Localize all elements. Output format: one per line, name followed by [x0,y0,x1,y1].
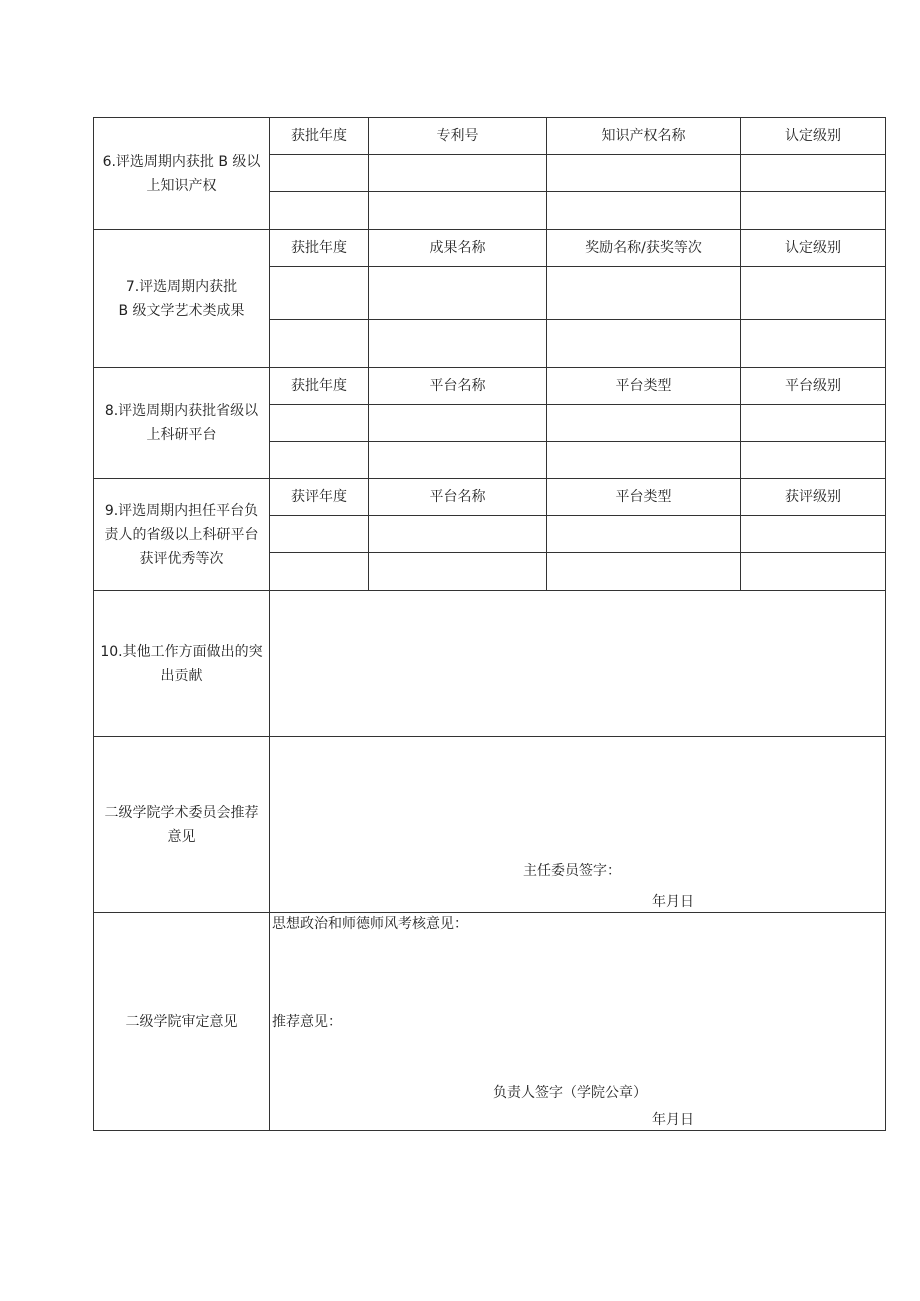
section-9-header-year: 获评年度 [270,479,369,516]
section-9-header-platform-name: 平台名称 [369,479,547,516]
input-cell[interactable] [741,442,886,479]
input-cell[interactable] [547,442,741,479]
section-7-header-year: 获批年度 [270,230,369,267]
input-cell[interactable] [741,192,886,230]
review-date: 年月日 [652,1112,694,1128]
section-7-label: 7.评选周期内获批 B 级文学艺术类成果 [94,230,270,368]
input-cell[interactable] [547,516,741,553]
input-cell[interactable] [369,553,547,591]
input-cell[interactable] [547,267,741,320]
application-form-table [93,117,886,1131]
section-10-label: 10.其他工作方面做出的突 出贡献 [94,591,270,737]
review-signature-label: 负责人签字（学院公章） [493,1085,647,1101]
input-cell[interactable] [369,267,547,320]
input-cell[interactable] [547,405,741,442]
input-cell[interactable] [741,267,886,320]
input-cell[interactable] [270,553,369,591]
section-8-header-platform-level: 平台级别 [741,368,886,405]
input-cell[interactable] [369,516,547,553]
committee-signature-label: 主任委员签字： [523,863,621,879]
input-cell[interactable] [547,192,741,230]
input-cell[interactable] [547,320,741,368]
input-cell[interactable] [741,516,886,553]
input-cell[interactable] [369,320,547,368]
section-8-header-year: 获批年度 [270,368,369,405]
input-cell[interactable] [547,553,741,591]
section-7-header-level: 认定级别 [741,230,886,267]
committee-label: 二级学院学术委员会推荐 意见 [94,737,270,913]
section-9-header-platform-type: 平台类型 [547,479,741,516]
input-cell[interactable] [270,267,369,320]
input-cell[interactable] [741,155,886,192]
input-cell[interactable] [741,553,886,591]
section-6-header-level: 认定级别 [741,118,886,155]
input-cell[interactable] [270,320,369,368]
committee-date: 年月日 [652,894,694,910]
review-opinion-box[interactable] [270,913,886,1131]
section-8-header-platform-type: 平台类型 [547,368,741,405]
section-10-content[interactable] [270,591,886,737]
section-6-header-ip-name: 知识产权名称 [547,118,741,155]
input-cell[interactable] [270,155,369,192]
input-cell[interactable] [270,405,369,442]
section-7-header-result-name: 成果名称 [369,230,547,267]
section-9-label: 9.评选周期内担任平台负 责人的省级以上科研平台 获评优秀等次 [94,479,270,591]
review-label: 二级学院审定意见 [94,913,270,1131]
input-cell[interactable] [270,516,369,553]
committee-opinion-box[interactable] [270,737,886,913]
input-cell[interactable] [369,192,547,230]
recommend-opinion-label: 推荐意见： [272,1014,342,1030]
input-cell[interactable] [369,155,547,192]
input-cell[interactable] [741,405,886,442]
ideology-opinion-label: 思想政治和师德师风考核意见： [272,916,468,932]
section-8-label: 8.评选周期内获批省级以 上科研平台 [94,368,270,479]
section-8-header-platform-name: 平台名称 [369,368,547,405]
input-cell[interactable] [369,442,547,479]
input-cell[interactable] [547,155,741,192]
input-cell[interactable] [270,442,369,479]
section-6-label: 6.评选周期内获批 B 级以 上知识产权 [94,118,270,230]
input-cell[interactable] [369,405,547,442]
section-6-header-patent-no: 专利号 [369,118,547,155]
input-cell[interactable] [270,192,369,230]
section-7-header-award: 奖励名称/获奖等次 [547,230,741,267]
input-cell[interactable] [741,320,886,368]
section-6-header-year: 获批年度 [270,118,369,155]
section-9-header-rating-level: 获评级别 [741,479,886,516]
